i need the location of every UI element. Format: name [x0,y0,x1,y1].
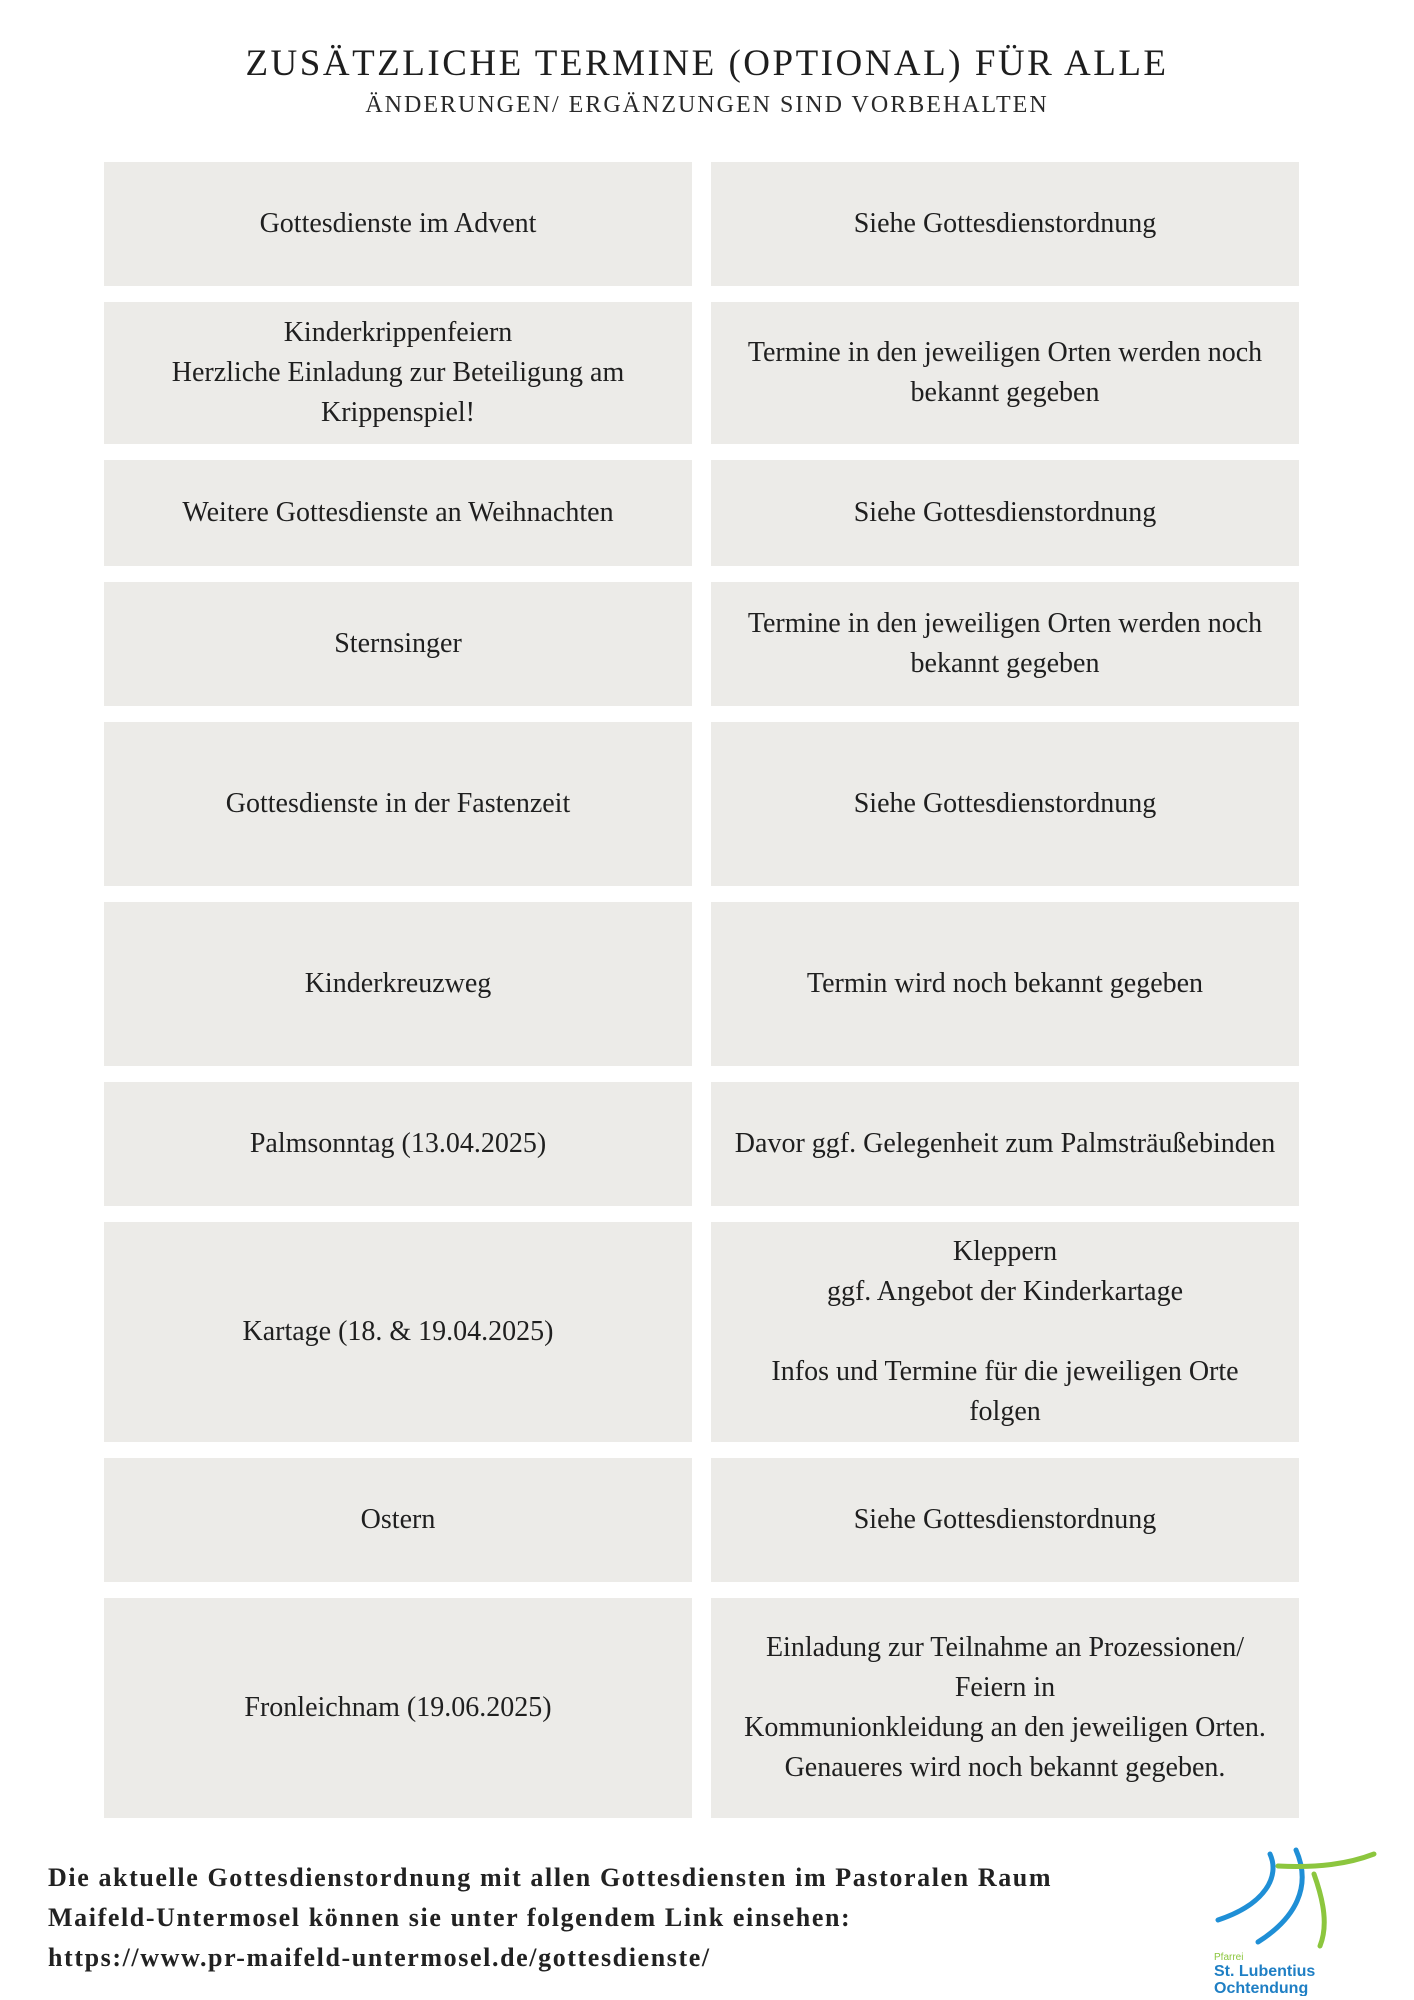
gottesdienste-link[interactable]: https://www.pr-maifeld-untermosel.de/gottesdienste/ [48,1943,711,1972]
event-info-cell: Kleppern ggf. Angebot der Kinderkartage Infos und Termine für die jeweiligen Orte folgen [711,1222,1299,1442]
logo-small-label: Pfarrei [1214,1952,1244,1963]
page-title: ZUSÄTZLICHE TERMINE (OPTIONAL) FÜR ALLE [245,43,1169,84]
logo-green-swoosh-icon [1278,1854,1374,1867]
event-name-cell: Fronleichnam (19.06.2025) [104,1598,692,1818]
table-row [104,162,1299,286]
event-info-cell: Siehe Gottesdienstordnung [711,460,1299,566]
events-table [104,162,1299,1834]
logo-name-line-1: St. Lubentius [1214,1963,1316,1980]
event-info-cell: Davor ggf. Gelegenheit zum Palmsträußebinden [711,1082,1299,1206]
table-row [104,302,1299,444]
event-info-cell: Termine in den jeweiligen Orten werden noch bekannt gegeben [711,582,1299,706]
parish-logo [1208,1846,1378,1996]
table-row [104,1598,1299,1818]
footer-line-2: Maifeld-Untermosel können sie unter folgendem Link einsehen: [48,1903,852,1932]
footer-note [48,1858,1168,1978]
event-name-cell: Kinderkrippenfeiern Herzliche Einladung zur Beteiligung am Krippenspiel! [104,302,692,444]
event-name-cell: Gottesdienste in der Fastenzeit [104,722,692,886]
event-info-cell: Einladung zur Teilnahme an Prozessionen/ Feiern in Kommunionkleidung an den jeweiligen Orten. Genaueres wird noch bekannt gegeben. [711,1598,1299,1818]
event-name-cell: Kinderkreuzweg [104,902,692,1066]
table-row [104,582,1299,706]
logo-name-line-2: Ochtendung [1214,1980,1309,1996]
table-row [104,1458,1299,1582]
event-name-cell: Kartage (18. & 19.04.2025) [104,1222,692,1442]
event-info-cell: Termin wird noch bekannt gegeben [711,902,1299,1066]
logo-blue-swoosh-icon [1218,1854,1273,1920]
logo-green-swoosh-2-icon [1314,1874,1324,1946]
event-name-cell: Palmsonntag (13.04.2025) [104,1082,692,1206]
table-row [104,1082,1299,1206]
event-name-cell: Sternsinger [104,582,692,706]
event-info-cell: Siehe Gottesdienstordnung [711,1458,1299,1582]
table-row [104,902,1299,1066]
table-row [104,1222,1299,1442]
page-subtitle: ÄNDERUNGEN/ ERGÄNZUNGEN SIND VORBEHALTEN [365,92,1049,118]
event-info-cell: Siehe Gottesdienstordnung [711,162,1299,286]
event-name-cell: Weitere Gottesdienste an Weihnachten [104,460,692,566]
table-row [104,722,1299,886]
table-row [104,460,1299,566]
footer-line-1: Die aktuelle Gottesdienstordnung mit allen Gottesdiensten im Pastoralen Raum [48,1863,1053,1892]
event-info-cell: Siehe Gottesdienstordnung [711,722,1299,886]
event-info-cell: Termine in den jeweiligen Orten werden noch bekannt gegeben [711,302,1299,444]
event-name-cell: Gottesdienste im Advent [104,162,692,286]
event-name-cell: Ostern [104,1458,692,1582]
